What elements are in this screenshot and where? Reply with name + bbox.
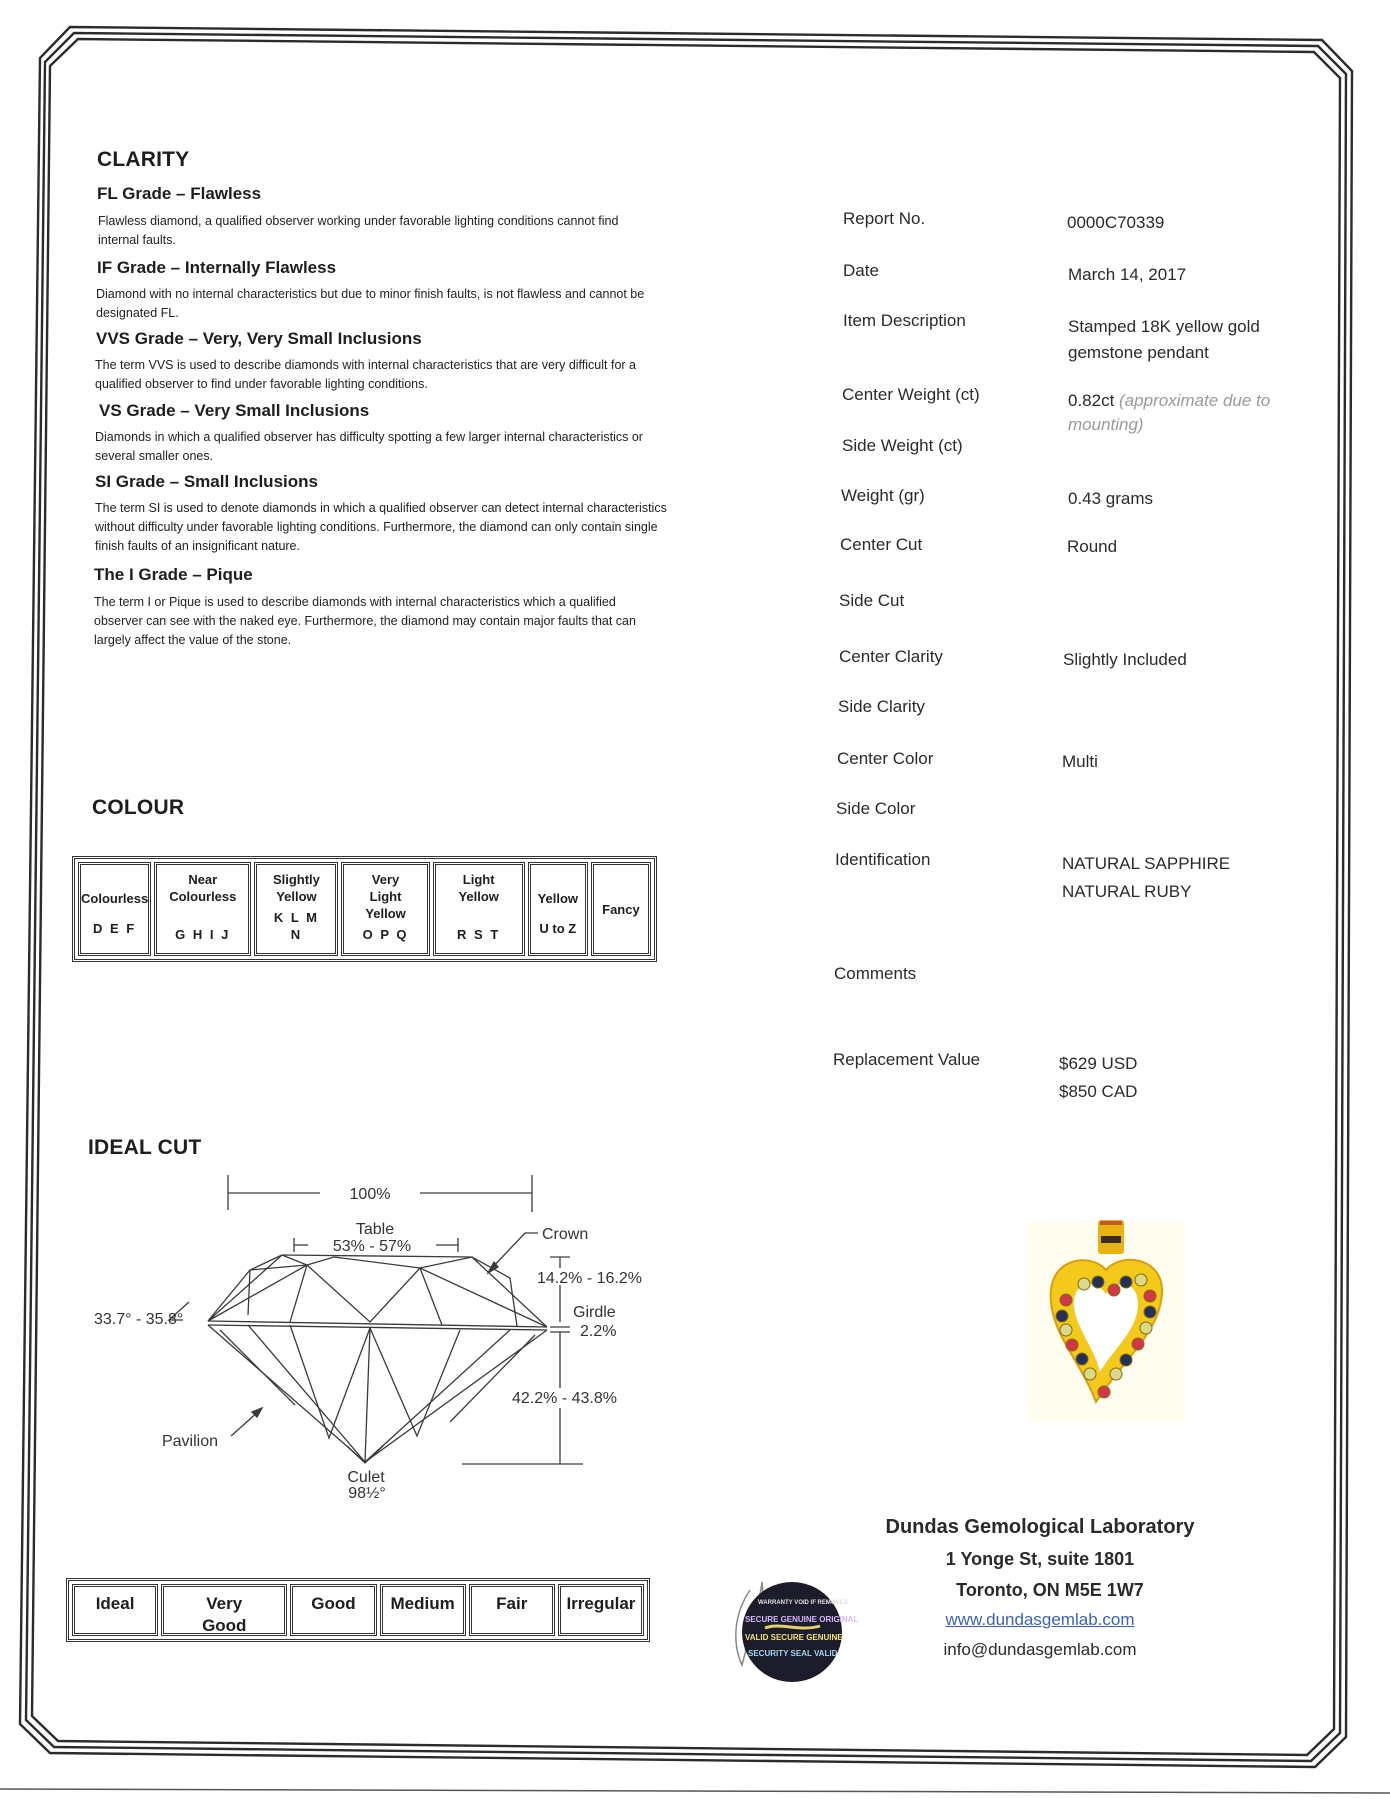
seal-text: SECURE GENUINE ORIGINAL: [745, 1615, 859, 1624]
diagram-culet-angle: 98½°: [348, 1485, 386, 1500]
report-number-label: Report No.: [843, 209, 926, 228]
colour-scale-cell: [154, 862, 251, 956]
colour-grade-name: Light Yellow: [458, 872, 499, 904]
replacement-value-label: Replacement Value: [833, 1050, 981, 1069]
clarity-heading: CLARITY: [97, 148, 190, 171]
colour-grade-name: Slightly Yellow: [272, 872, 320, 904]
colour-grade-letters: U to Z: [539, 920, 577, 936]
clarity-grade-description: The term I or Pique is used to describe diamonds with internal characteristics which a qualified observer can see with the naked eye. Furthermore, the diamond may contain major faults that can largely affect the value of the stone.: [94, 595, 636, 647]
side-color-label: Side Color: [836, 799, 916, 818]
side-weight-label: Side Weight (ct): [842, 436, 963, 455]
lab-website-wrap: [870, 1610, 1210, 1630]
lab-website-link[interactable]: www.dundasgemlab.com: [945, 1610, 1135, 1629]
diagram-table-label: Table: [355, 1221, 395, 1238]
clarity-grade-description: Diamonds in which a qualified observer has difficulty spotting a few larger internal characteristics or several smaller ones.: [95, 430, 643, 463]
center-color-value: Multi: [1062, 752, 1098, 771]
colour-scale-cell: [341, 862, 429, 956]
center-clarity-value: Slightly Included: [1063, 650, 1187, 669]
cut-grade-cell: Medium: [380, 1584, 466, 1636]
center-cut-label: Center Cut: [840, 535, 923, 554]
clarity-grade-title: FL Grade – Flawless: [97, 184, 262, 203]
diagram-crown-height: 14.2% - 16.2%: [537, 1270, 642, 1287]
weight-label: Weight (gr): [841, 486, 925, 505]
item-description-label: Item Description: [843, 311, 966, 330]
security-seal: [720, 1560, 860, 1690]
diagram-crown-angle: 33.7° - 35.8°: [94, 1311, 184, 1328]
clarity-grade-title: SI Grade – Small Inclusions: [95, 472, 318, 491]
colour-grade-name: Fancy: [602, 901, 640, 917]
diagram-crown-label: Crown: [542, 1226, 589, 1243]
diagram-pavilion-label: Pavilion: [161, 1433, 219, 1450]
colour-grade-name: Colourless: [81, 890, 149, 906]
cut-grade-cell: Very Good: [161, 1584, 287, 1636]
diamond-proportions-diagram: [70, 1160, 670, 1500]
colour-grade-letters: O P Q: [362, 927, 409, 942]
diagram-table-range: 53% - 57%: [332, 1238, 412, 1255]
seal-text: WARRANTY VOID IF REMOVED: [758, 1600, 848, 1606]
weight-value: 0.43 grams: [1068, 489, 1154, 508]
colour-grade-name: Near Colourless: [169, 872, 237, 904]
center-weight-value: [1068, 389, 1308, 437]
side-clarity-label: Side Clarity: [838, 697, 925, 716]
colour-grade-letters: G H I J: [175, 927, 231, 942]
center-weight-note: (approximate due to mounting): [1068, 391, 1271, 434]
clarity-grade-title: The I Grade – Pique: [94, 565, 253, 584]
identification-value-2: NATURAL RUBY: [1062, 882, 1192, 901]
side-cut-label: Side Cut: [839, 591, 905, 610]
colour-grade-name: Very Light Yellow: [365, 872, 406, 921]
ideal-cut-heading: IDEAL CUT: [88, 1136, 202, 1159]
lab-name: Dundas Gemological Laboratory: [885, 1516, 1195, 1538]
clarity-grade-title: VVS Grade – Very, Very Small Inclusions: [96, 329, 422, 348]
report-number-value: 0000C70339: [1067, 213, 1165, 232]
diagram-pavilion-depth: 42.2% - 43.8%: [512, 1390, 617, 1407]
clarity-grade-description: The term VVS is used to describe diamonds with internal characteristics that are very difficult for a qualified observer to find under favorable lighting conditions.: [95, 358, 636, 391]
cut-grade-cell: Irregular: [558, 1584, 644, 1636]
date-label: Date: [843, 261, 879, 280]
replacement-value-cad: $850 CAD: [1059, 1082, 1138, 1101]
diagram-girdle-label: Girdle: [573, 1304, 616, 1321]
replacement-value-usd: $629 USD: [1059, 1054, 1138, 1073]
colour-grade-letters: R S T: [457, 927, 501, 942]
colour-scale-cell: [528, 862, 588, 956]
comments-label: Comments: [834, 964, 917, 983]
lab-address-line1: 1 Yonge St, suite 1801: [945, 1549, 1135, 1569]
center-weight-label: Center Weight (ct): [842, 385, 980, 404]
colour-scale-cell: [254, 862, 338, 956]
seal-text: VALID SECURE GENUINE: [745, 1633, 843, 1642]
lab-address-line2: Toronto, ON M5E 1W7: [956, 1580, 1144, 1600]
colour-grade-name: Yellow: [537, 890, 579, 906]
cut-grade-scale: [66, 1578, 650, 1642]
colour-scale-cell: [433, 862, 525, 956]
center-cut-value: Round: [1067, 537, 1118, 556]
center-clarity-label: Center Clarity: [839, 647, 943, 666]
diagram-total-width: 100%: [349, 1186, 391, 1203]
diagram-culet-label: Culet: [347, 1469, 385, 1486]
clarity-grade-description: Flawless diamond, a qualified observer working under favorable lighting conditions cannot find internal faults.: [98, 214, 619, 247]
cut-grade-cell: Fair: [469, 1584, 555, 1636]
colour-grade-letters: D E F: [92, 920, 137, 936]
pendant-photo: [1026, 1212, 1186, 1422]
seal-text: SECURITY SEAL VALID: [748, 1649, 838, 1658]
colour-scale: [72, 856, 657, 962]
colour-heading: COLOUR: [92, 796, 185, 819]
center-color-label: Center Color: [837, 749, 934, 768]
colour-scale-cell: [78, 862, 151, 956]
identification-value-1: NATURAL SAPPHIRE: [1062, 854, 1231, 873]
colour-scale-cell: [591, 862, 651, 956]
clarity-grade-title: IF Grade – Internally Flawless: [97, 258, 337, 277]
diagram-girdle-value: 2.2%: [580, 1323, 617, 1340]
identification-label: Identification: [835, 850, 931, 869]
clarity-grade-title: VS Grade – Very Small Inclusions: [99, 401, 370, 420]
colour-grade-letters: K L M N: [273, 910, 319, 942]
center-weight-number: 0.82ct: [1068, 391, 1115, 410]
cut-grade-cell: Good: [290, 1584, 376, 1636]
clarity-grade-description: Diamond with no internal characteristics but due to minor finish faults, is not flawless and cannot be designated FL.: [96, 287, 645, 320]
item-description-value: Stamped 18K yellow gold gemstone pendant: [1068, 317, 1260, 362]
date-value: March 14, 2017: [1068, 265, 1187, 284]
clarity-grade-description: The term SI is used to denote diamonds in which a qualified observer can detect internal characteristics without difficulty under favorable lighting conditions. Furthermore, the diamond can only contain single finish faults of an insignificant nature.: [95, 501, 667, 553]
cut-grade-cell: Ideal: [72, 1584, 158, 1636]
lab-email[interactable]: info@dundasgemlab.com: [943, 1640, 1137, 1659]
